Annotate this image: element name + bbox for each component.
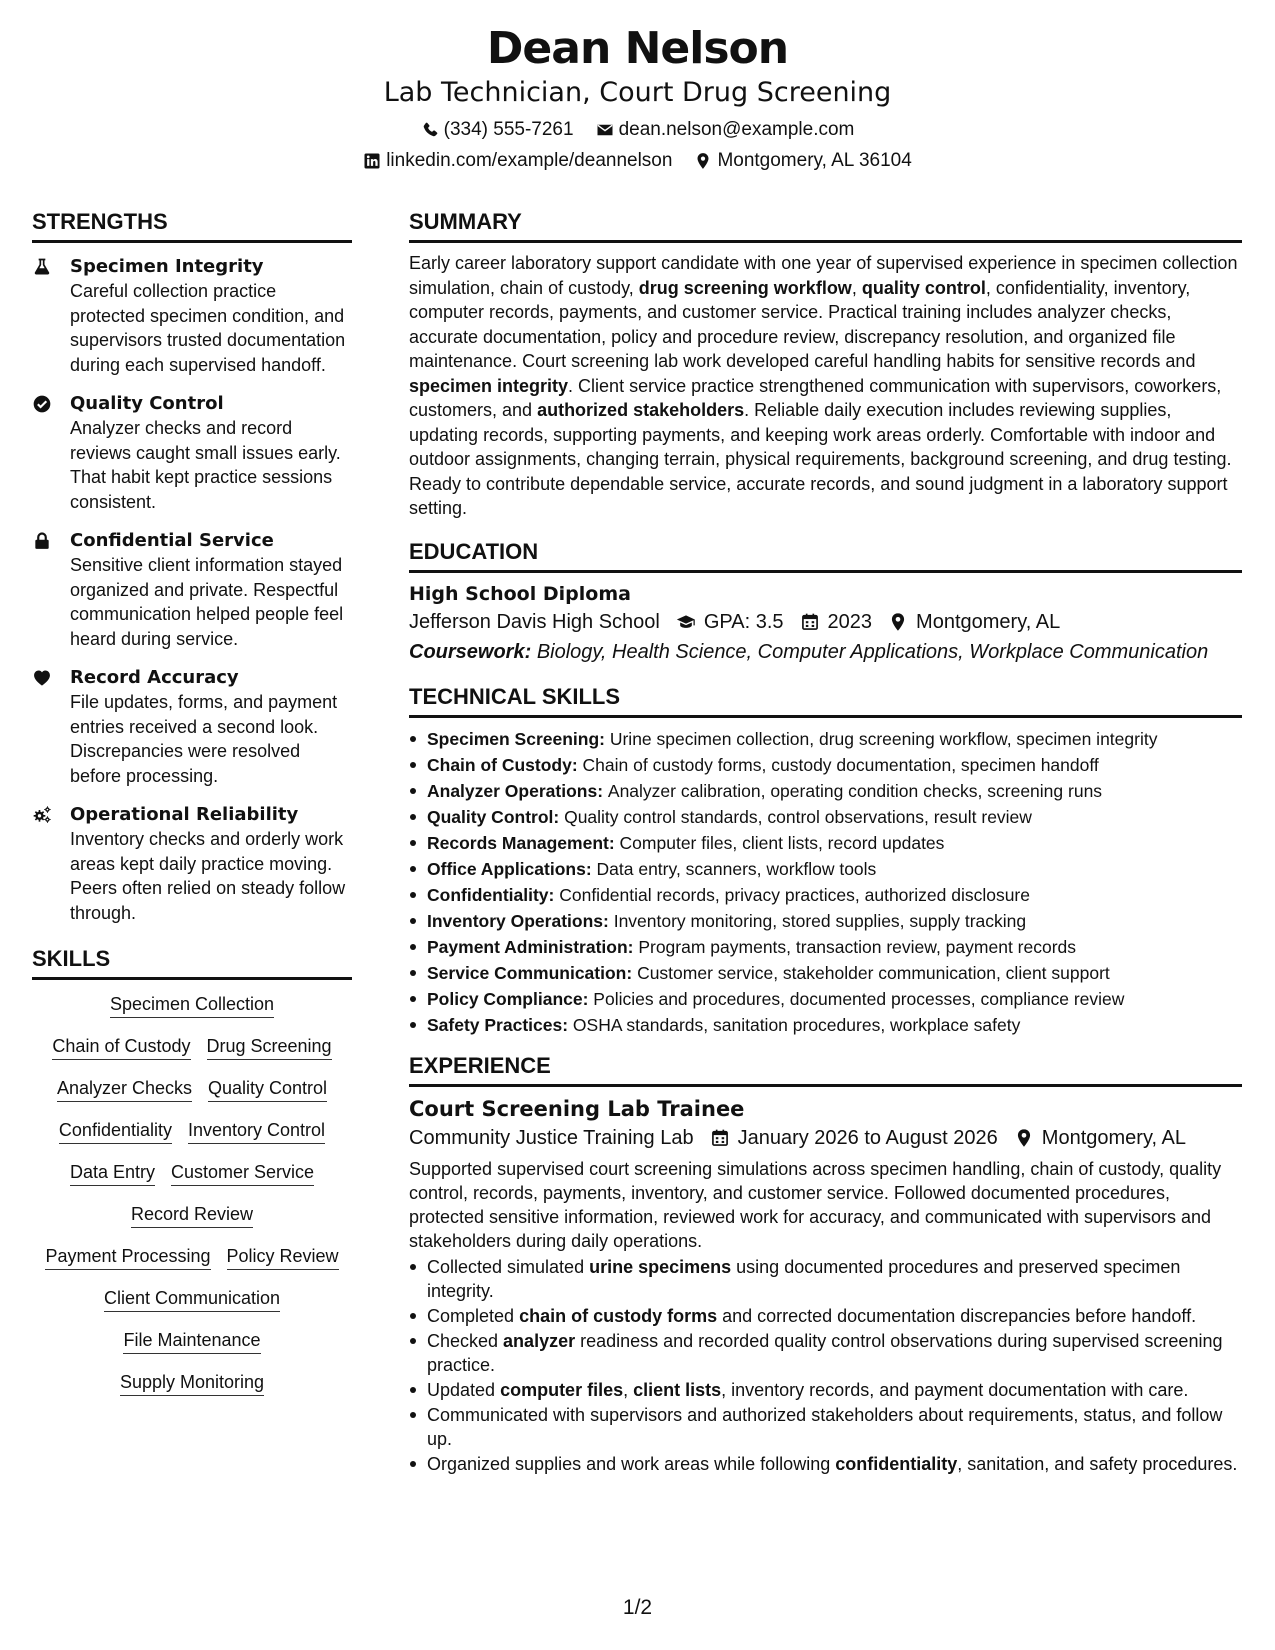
skill-row (32, 1328, 352, 1354)
technical-skill-item: Analyzer Operations: Analyzer calibration, operating condition checks, screening runs (409, 778, 1242, 804)
strength-description: Analyzer checks and record reviews caught small issues early. That habit kept practice sessions consistent. (70, 418, 341, 512)
skill-row (32, 1034, 352, 1060)
phone-number: (334) 555-7261 (443, 119, 574, 140)
skill-tag: Confidentiality (59, 1118, 172, 1144)
gears-icon (32, 803, 70, 925)
strength-description: Inventory checks and orderly work areas kept daily practice moving. Peers often relied on steady follow through. (70, 829, 346, 923)
technical-skill-item: Records Management: Computer files, client lists, record updates (409, 830, 1242, 856)
calendar-icon (800, 612, 820, 632)
strength-title: Quality Control (70, 393, 224, 414)
skill-row (32, 1370, 352, 1396)
job-dates: January 2026 to August 2026 (737, 1126, 998, 1149)
strength-item (32, 529, 352, 651)
coursework-label: Coursework: (409, 640, 532, 663)
experience-entry (409, 1095, 1242, 1476)
job-bullet: Checked analyzer readiness and recorded quality control observations during supervised screening practice. (409, 1329, 1242, 1377)
location-contact (694, 149, 911, 173)
summary-section (409, 251, 1242, 521)
linkedin-icon (363, 152, 381, 170)
skill-tag: Payment Processing (45, 1244, 210, 1270)
strengths-heading: STRENGTHS (32, 208, 352, 243)
skill-tag: Customer Service (171, 1160, 314, 1186)
education-degree: High School Diploma (409, 582, 631, 605)
skill-row (32, 1244, 352, 1270)
graduation-year: 2023 (827, 610, 873, 633)
skill-tag: File Maintenance (123, 1328, 260, 1354)
skill-tag: Analyzer Checks (57, 1076, 192, 1102)
coursework-list: Biology, Health Science, Computer Applications, Workplace Communication (536, 640, 1209, 663)
technical-skill-item: Payment Administration: Program payments, transaction review, payment records (409, 934, 1242, 960)
skill-tag: Specimen Collection (110, 992, 274, 1018)
employer-name: Community Justice Training Lab (409, 1126, 694, 1149)
job-bullet: Organized supplies and work areas while following confidentiality, sanitation, and safety procedures. (409, 1452, 1242, 1476)
technical-skill-item: Chain of Custody: Chain of custody forms, custody documentation, specimen handoff (409, 752, 1242, 778)
technical-skill-item: Safety Practices: OSHA standards, sanitation procedures, workplace safety (409, 1012, 1242, 1038)
email-address: dean.nelson@example.com (618, 119, 855, 140)
technical-skill-item: Policy Compliance: Policies and procedures, documented processes, compliance review (409, 986, 1242, 1012)
linkedin-contact[interactable] (363, 149, 672, 173)
technical-skills-list (409, 726, 1242, 1038)
strength-description: Careful collection practice protected specimen condition, and supervisors trusted documentation during each supervised handoff. (70, 281, 346, 375)
summary-text: Early career laboratory support candidate with one year of supervised experience in specimen collection simulation, chain of custody, drug screening workflow, quality control, confidentiality, inventory, computer records, payments, and customer service. Practical training includes analyzer checks, accurate documentation, policy and procedure review, discrepancy resolution, and organized file maintenance. Court screening lab work developed careful handling habits for sensitive records and specimen integrity. Client service practice strengthened communication with supervisors, coworkers, customers, and authorized stakeholders. Reliable daily execution includes reviewing supplies, updating records, supporting payments, and keeping work areas orderly. Comfortable with indoor and outdoor assignments, changing terrain, physical requirements, background screening, and drug testing. Ready to contribute dependable service, accurate records, and sound judgment in a laboratory support setting. (409, 253, 1238, 518)
technical-skill-item: Confidentiality: Confidential records, privacy practices, authorized disclosure (409, 882, 1242, 908)
map-pin-icon (694, 152, 712, 170)
job-bullet: Completed chain of custody forms and corrected documentation discrepancies before handoff. (409, 1304, 1242, 1328)
location-text: Montgomery, AL 36104 (717, 150, 912, 171)
linkedin-url: linkedin.com/example/deannelson (386, 150, 673, 171)
technical-skill-item: Service Communication: Customer service, stakeholder communication, client support (409, 960, 1242, 986)
strength-item (32, 255, 352, 377)
skill-tag: Drug Screening (207, 1034, 332, 1060)
skill-row (32, 1286, 352, 1312)
strength-title: Confidential Service (70, 530, 274, 551)
education-heading: EDUCATION (409, 538, 1242, 573)
education-details (409, 607, 1242, 637)
summary-heading: SUMMARY (409, 208, 1242, 243)
job-description: Supported supervised court screening simulations across specimen handling, chain of custody, quality control, records, payments, inventory, and customer service. Followed documented procedures, protected sensitive information, reviewed work for accuracy, and communicated with supervisors and stakeholders during daily operations. (409, 1158, 1222, 1251)
map-pin-icon (1014, 1128, 1034, 1148)
skill-tag: Supply Monitoring (120, 1370, 264, 1396)
flask-icon (32, 255, 70, 377)
strength-item (32, 803, 352, 925)
graduation-cap-icon (676, 612, 696, 632)
skill-tag: Quality Control (208, 1076, 327, 1102)
job-location: Montgomery, AL (1041, 1126, 1186, 1149)
lock-icon (32, 529, 70, 651)
education-section (409, 581, 1242, 667)
skills-heading: SKILLS (32, 945, 352, 980)
right-column (409, 208, 1242, 1477)
skill-tag: Policy Review (227, 1244, 339, 1270)
map-pin-icon (888, 612, 908, 632)
strength-title: Specimen Integrity (70, 256, 264, 277)
left-column (32, 208, 352, 1412)
technical-skill-item: Inventory Operations: Inventory monitoring, stored supplies, supply tracking (409, 908, 1242, 934)
strength-description: Sensitive client information stayed organized and private. Respectful communication helped people feel heard during service. (70, 555, 344, 649)
skill-row (32, 1202, 352, 1228)
strength-item (32, 666, 352, 788)
strength-item (32, 392, 352, 514)
skill-row (32, 992, 352, 1018)
email-contact[interactable] (596, 118, 855, 142)
skill-row (32, 1160, 352, 1186)
gpa: GPA: 3.5 (703, 610, 784, 633)
technical-skills-heading: TECHNICAL SKILLS (409, 683, 1242, 718)
job-details (409, 1123, 1242, 1153)
skill-row (32, 1076, 352, 1102)
strength-description: File updates, forms, and payment entries received a second look. Discrepancies were resolved before processing. (70, 692, 338, 786)
skill-tag: Record Review (131, 1202, 253, 1228)
strength-title: Record Accuracy (70, 667, 239, 688)
coursework (409, 637, 1242, 667)
check-circle-icon (32, 392, 70, 514)
job-title: Court Screening Lab Trainee (409, 1096, 745, 1121)
experience-heading: EXPERIENCE (409, 1052, 1242, 1087)
candidate-title: Lab Technician, Court Drug Screening (383, 77, 892, 108)
contact-line-1 (0, 118, 1275, 142)
technical-skill-item: Quality Control: Quality control standards, control observations, result review (409, 804, 1242, 830)
calendar-icon (710, 1128, 730, 1148)
job-bullet: Communicated with supervisors and authorized stakeholders about requirements, status, and follow up. (409, 1403, 1242, 1451)
job-bullets (409, 1255, 1242, 1476)
phone-icon (421, 121, 439, 139)
strengths-list (32, 255, 352, 925)
technical-skill-item: Office Applications: Data entry, scanners, workflow tools (409, 856, 1242, 882)
skill-tag: Inventory Control (188, 1118, 325, 1144)
skill-tag: Data Entry (70, 1160, 155, 1186)
heart-icon (32, 666, 70, 788)
strength-title: Operational Reliability (70, 804, 299, 825)
skill-row (32, 1118, 352, 1144)
skill-tag: Client Communication (104, 1286, 280, 1312)
school-name: Jefferson Davis High School (409, 610, 660, 633)
technical-skill-item: Specimen Screening: Urine specimen collection, drug screening workflow, specimen integrity (409, 726, 1242, 752)
school-location: Montgomery, AL (916, 610, 1061, 633)
skill-tag: Chain of Custody (52, 1034, 190, 1060)
phone-contact[interactable] (421, 118, 574, 142)
job-bullet: Collected simulated urine specimens using documented procedures and preserved specimen integrity. (409, 1255, 1242, 1303)
candidate-name: Dean Nelson (486, 23, 789, 74)
contact-line-2 (0, 149, 1275, 173)
envelope-icon (596, 121, 614, 139)
resume-header (0, 22, 1275, 173)
page-number: 1/2 (622, 1596, 653, 1619)
job-bullet: Updated computer files, client lists, inventory records, and payment documentation with care. (409, 1378, 1242, 1402)
skills-list (32, 992, 352, 1396)
